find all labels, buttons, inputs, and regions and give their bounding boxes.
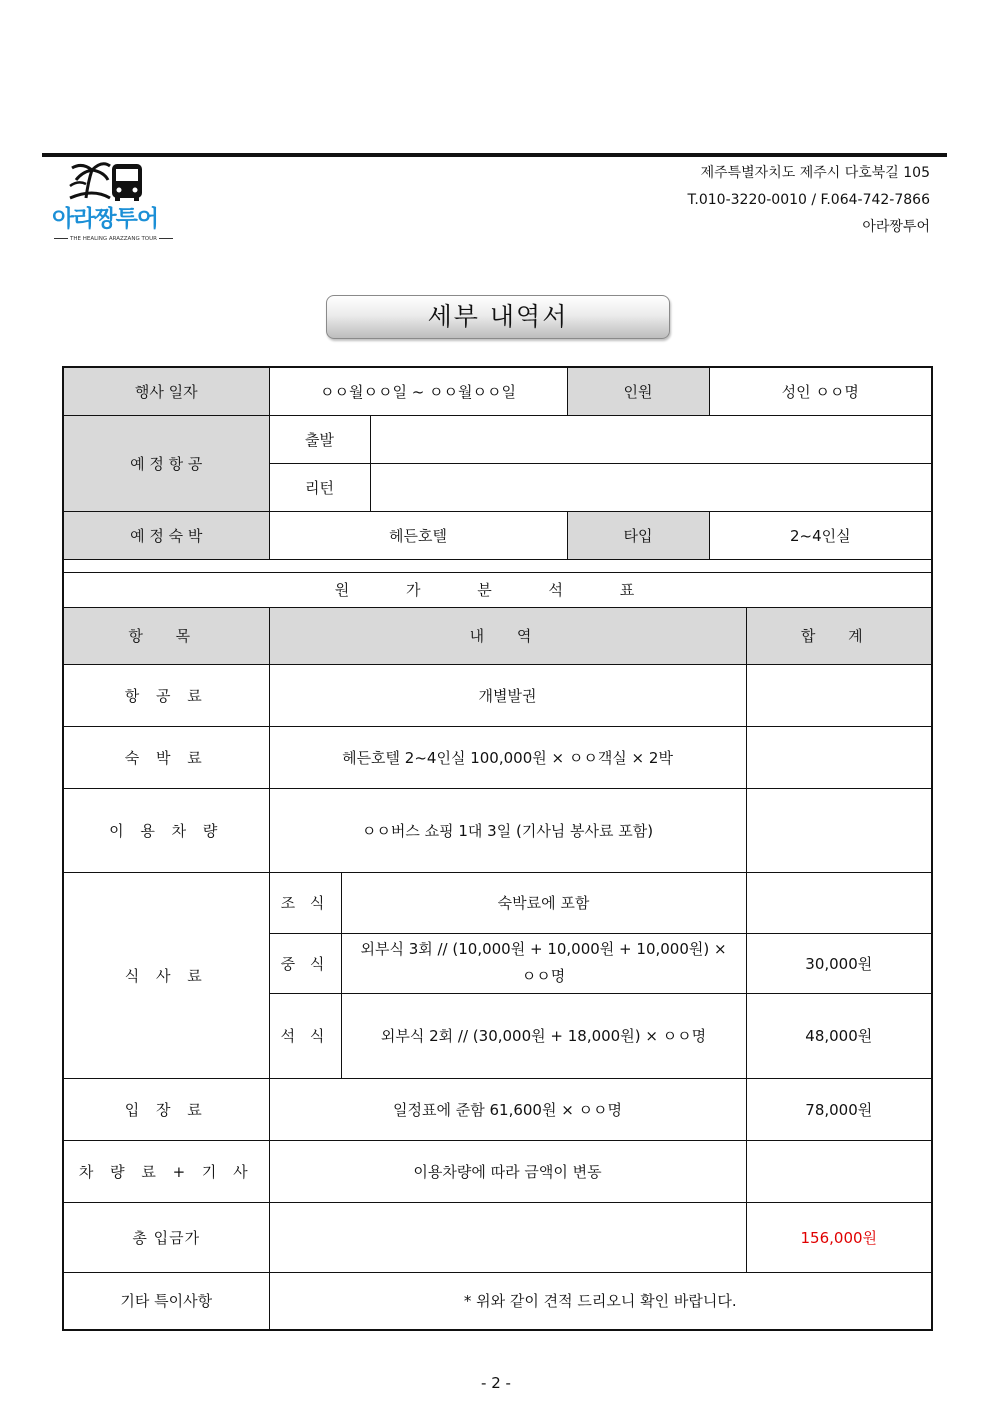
admission-label: 입 장 료: [63, 1078, 269, 1140]
lunch-detail: 외부식 3회 // (10,000원 + 10,000원 + 10,000원) × ㅇㅇ명: [341, 933, 746, 993]
cost-table-title-row: [63, 572, 932, 607]
lunch-label: 중 식: [269, 933, 341, 993]
breakfast-row: [63, 872, 932, 933]
company-contact: T.010-3220-0010 / F.064-742-7866: [687, 192, 930, 208]
admission-detail: 일정표에 준함 61,600원 × ㅇㅇ명: [269, 1078, 746, 1140]
lodging-cost-detail: 헤든호텔 2~4인실 100,000원 × ㅇㅇ객실 × 2박: [269, 726, 746, 788]
breakfast-label: 조 식: [269, 872, 341, 933]
palm-tree-icon: [70, 164, 110, 198]
notes-label: 기타 특이사항: [63, 1272, 269, 1330]
page-number: - 2 -: [481, 1374, 511, 1392]
breakfast-detail: 숙박료에 포함: [341, 872, 746, 933]
vehicle-driver-label: 차 량 료 + 기 사: [63, 1140, 269, 1202]
vehicle-driver-row: [63, 1140, 932, 1202]
notes-detail: * 위와 같이 견적 드리오니 확인 바랍니다.: [269, 1272, 932, 1330]
type-label: 타입: [567, 511, 709, 559]
document-title: 세부 내역서: [326, 295, 670, 339]
bus-icon: [112, 164, 142, 201]
admission-row: [63, 1078, 932, 1140]
breakfast-total: [746, 872, 932, 933]
lodging-label: 예 정 숙 박: [63, 511, 269, 559]
company-name: 아라짱투어: [862, 219, 930, 235]
lodging-cost-row: [63, 726, 932, 788]
col-detail-header: 내 역: [269, 607, 746, 664]
company-address: 제주특별자치도 제주시 다호북길 105: [700, 165, 930, 181]
dinner-label: 석 식: [269, 993, 341, 1078]
airfare-detail: 개별발권: [269, 664, 746, 726]
lodging-row: [63, 511, 932, 559]
event-date-label: 행사 일자: [63, 367, 269, 415]
header-rule: [42, 153, 947, 157]
col-item-header: 항 목: [63, 607, 269, 664]
event-date-value: ㅇㅇ월ㅇㅇ일 ~ ㅇㅇ월ㅇㅇ일: [269, 367, 567, 415]
departure-value: [370, 415, 932, 463]
col-total-header: 합 계: [746, 607, 932, 664]
dinner-detail: 외부식 2회 // (30,000원 + 18,000원) × ㅇㅇ명: [341, 993, 746, 1078]
vehicle-detail: ㅇㅇ버스 쇼핑 1대 3일 (기사님 봉사료 포함): [269, 788, 746, 872]
return-value: [370, 463, 932, 511]
grand-total-row: [63, 1202, 932, 1272]
vehicle-driver-total: [746, 1140, 932, 1202]
cost-table-header: [63, 607, 932, 664]
lodging-cost-label: 숙 박 료: [63, 726, 269, 788]
flight-label: 예 정 항 공: [63, 415, 269, 511]
lodging-cost-total: [746, 726, 932, 788]
lunch-total: 30,000원: [746, 933, 932, 993]
event-date-row: [63, 367, 932, 415]
airfare-total: [746, 664, 932, 726]
logo-tagline: THE HEALING ARAZZANG TOUR: [52, 236, 158, 242]
meals-label: 식 사 료: [63, 872, 269, 1078]
admission-total: 78,000원: [746, 1078, 932, 1140]
airfare-label: 항 공 료: [63, 664, 269, 726]
departure-row: [63, 415, 932, 463]
notes-row: [63, 1272, 932, 1330]
vehicle-driver-detail: 이용차량에 따라 금액이 변동: [269, 1140, 746, 1202]
spacer-row: [63, 559, 932, 572]
type-value: 2~4인실: [709, 511, 932, 559]
lodging-value: 헤든호텔: [269, 511, 567, 559]
return-label: 리턴: [269, 463, 370, 511]
vehicle-total: [746, 788, 932, 872]
grand-total-value: 156,000원: [746, 1202, 932, 1272]
airfare-row: [63, 664, 932, 726]
cost-table-title: 원 가 분 석 표: [63, 572, 932, 607]
company-info: [688, 160, 930, 241]
departure-label: 출발: [269, 415, 370, 463]
detail-table: [62, 366, 933, 1331]
grand-total-label: 총 입금가: [63, 1202, 269, 1272]
vehicle-row: [63, 788, 932, 872]
people-label: 인원: [567, 367, 709, 415]
logo-wordmark: 아라짱투어: [52, 206, 159, 232]
dinner-total: 48,000원: [746, 993, 932, 1078]
vehicle-label: 이 용 차 량: [63, 788, 269, 872]
people-value: 성인 ㅇㅇ명: [709, 367, 932, 415]
grand-total-detail: [269, 1202, 746, 1272]
